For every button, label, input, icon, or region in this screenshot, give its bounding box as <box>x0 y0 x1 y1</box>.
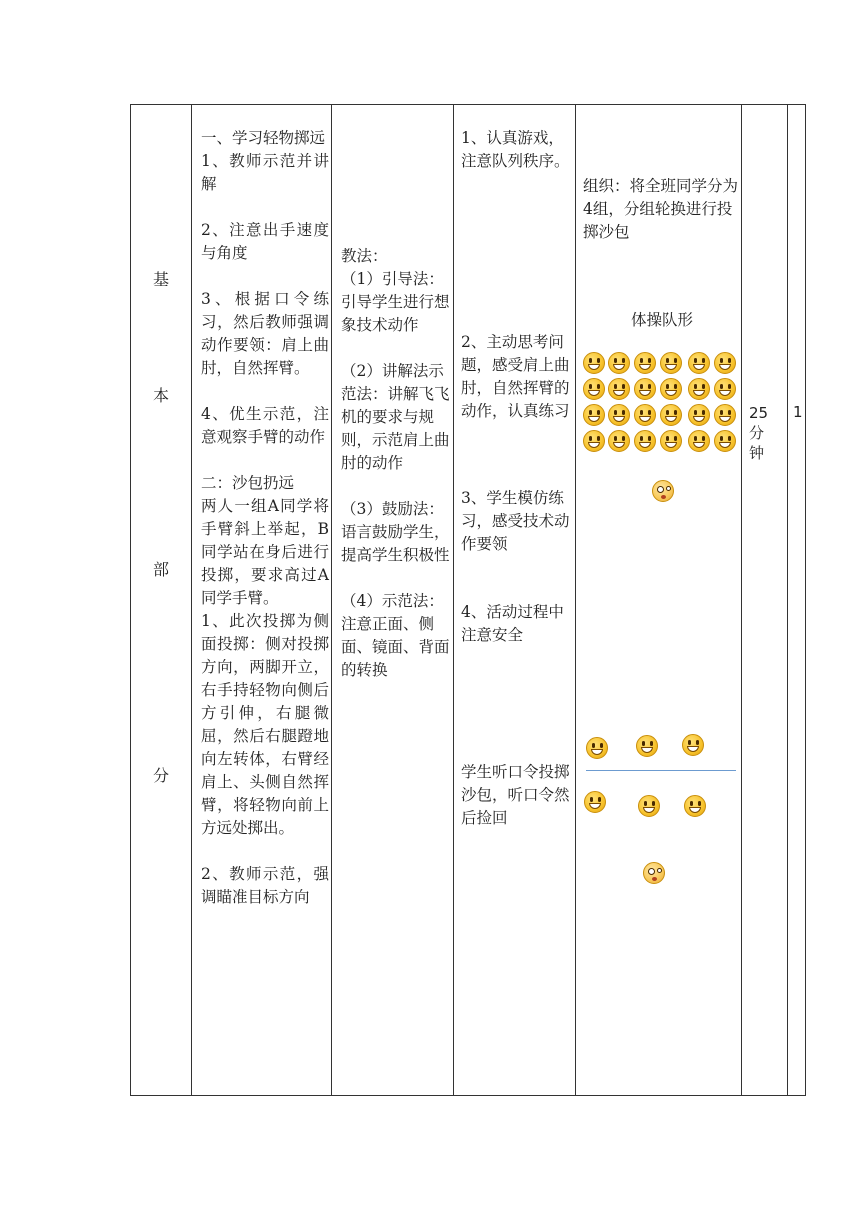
grinning-face-icon <box>682 734 704 756</box>
content-line: 1、教师示范并讲解 <box>201 152 329 193</box>
lesson-plan-table <box>130 104 806 1096</box>
formation-title: 体操队形 <box>630 311 693 329</box>
count-cell: 1 <box>793 403 803 421</box>
grinning-face-icon <box>714 378 736 400</box>
teacher-line: （1）引导法：引导学生进行想象技术动作 <box>341 270 450 334</box>
student-activity-3: 3、学生模仿练习，感受技术动作要领 <box>461 489 570 553</box>
grinning-face-icon <box>714 404 736 426</box>
grinning-face-icon <box>583 404 605 426</box>
column-divider <box>741 105 742 1095</box>
grinning-face-icon <box>660 404 682 426</box>
grinning-face-icon <box>634 430 656 452</box>
section-char: 本 <box>153 386 170 405</box>
grinning-face-icon <box>636 735 658 757</box>
column-divider <box>575 105 576 1095</box>
grinning-face-icon <box>688 378 710 400</box>
content-line: 一、学习轻物掷远 <box>201 129 326 147</box>
teacher-line: （2）讲解法示范法：讲解飞飞机的要求与规则，示范肩上曲肘的动作 <box>341 362 450 472</box>
grinning-face-icon <box>608 352 630 374</box>
grinning-face-icon <box>634 352 656 374</box>
time-value: 25 <box>749 404 769 422</box>
grinning-face-icon <box>584 791 606 813</box>
content-line: 4、优生示范，注意观察手臂的动作 <box>201 405 329 446</box>
grinning-face-icon <box>688 430 710 452</box>
section-char: 分 <box>153 766 170 785</box>
time-unit: 钟 <box>749 444 765 462</box>
teacher-line: （4）示范法：注意正面、侧面、镜面、背面的转换 <box>341 592 450 679</box>
content-line: 1、此次投掷为侧面投掷：侧对投掷方向，两脚开立，右手持轻物向侧后方引伸，右腿微屈，然后右腿蹬地向左转体，右臂经肩上、头侧自然挥臂，将轻物向前上方远处掷出。 <box>201 612 329 837</box>
content-column <box>201 127 329 909</box>
grinning-face-icon <box>714 352 736 374</box>
grinning-face-icon <box>638 795 660 817</box>
time-cell <box>749 403 768 463</box>
grinning-face-icon <box>634 404 656 426</box>
student-activity-5: 学生听口令投掷沙包，听口令然后捡回 <box>461 763 570 827</box>
content-line: 3、根据口令练习，然后教师强调动作要领：肩上曲肘，自然挥臂。 <box>201 290 329 377</box>
column-divider <box>191 105 192 1095</box>
student-activity-1: 1、认真游戏，注意队列秩序。 <box>461 129 570 170</box>
grinning-face-icon <box>583 430 605 452</box>
grinning-face-icon <box>714 430 736 452</box>
grinning-face-icon <box>586 737 608 759</box>
teacher-method-column <box>341 245 451 682</box>
throwing-line <box>586 770 736 771</box>
student-activity-2: 2、主动思考问题，感受肩上曲肘，自然挥臂的动作，认真练习 <box>461 333 570 420</box>
content-line: 两人一组A同学将手臂斜上举起，B同学站在身后进行投掷，要求高过A同学手臂。 <box>201 497 329 607</box>
grinning-face-icon <box>608 378 630 400</box>
grinning-face-icon <box>660 378 682 400</box>
flushed-face-icon <box>652 480 674 502</box>
section-char: 基 <box>153 270 170 289</box>
teacher-line: （3）鼓励法：语言鼓励学生，提高学生积极性 <box>341 500 450 564</box>
grinning-face-icon <box>583 352 605 374</box>
content-line: 二：沙包扔远 <box>201 474 295 492</box>
grinning-face-icon <box>684 795 706 817</box>
time-unit: 分 <box>749 424 765 442</box>
organization-text: 组织：将全班同学分为4组，分组轮换进行投掷沙包 <box>583 177 739 241</box>
grinning-face-icon <box>688 352 710 374</box>
column-divider <box>453 105 454 1095</box>
student-activity-4: 4、活动过程中注意安全 <box>461 603 564 644</box>
grinning-face-icon <box>688 404 710 426</box>
grinning-face-icon <box>660 352 682 374</box>
grinning-face-icon <box>608 404 630 426</box>
flushed-face-icon <box>643 862 665 884</box>
column-divider <box>787 105 788 1095</box>
teacher-line: 教法： <box>341 247 388 265</box>
grinning-face-icon <box>660 430 682 452</box>
section-char: 部 <box>153 560 170 579</box>
content-line: 2、教师示范，强调瞄准目标方向 <box>201 865 329 906</box>
grinning-face-icon <box>634 378 656 400</box>
content-line: 2、注意出手速度与角度 <box>201 221 329 262</box>
grinning-face-icon <box>583 378 605 400</box>
column-divider <box>331 105 332 1095</box>
grinning-face-icon <box>608 430 630 452</box>
